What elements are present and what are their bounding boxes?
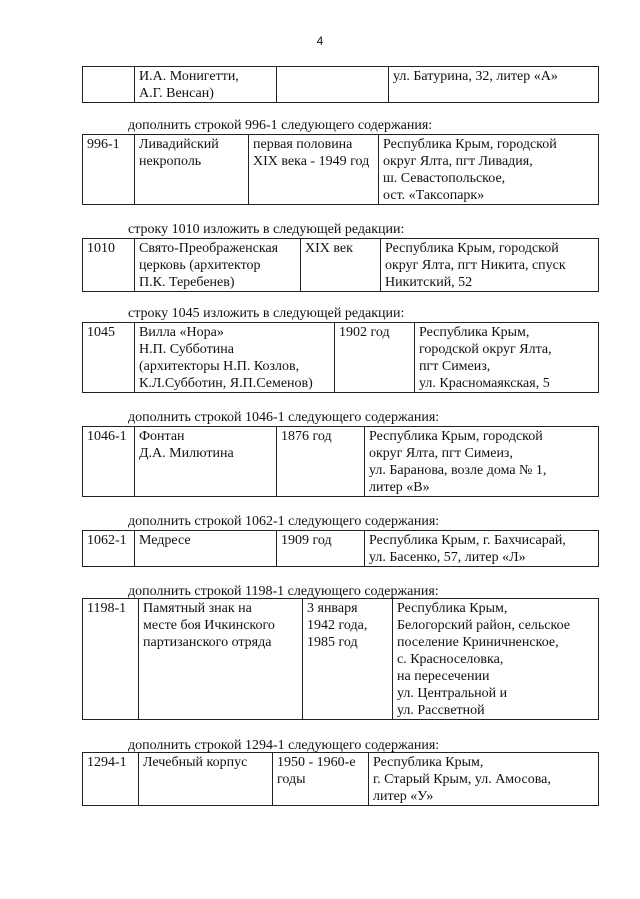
object-name-cell: И.А. Монигетти, А.Г. Венсан)	[135, 67, 277, 103]
table-row	[83, 599, 599, 720]
row-number-cell: 996-1	[83, 135, 135, 205]
object-date-cell: XIX век	[301, 239, 381, 292]
amendment-instruction: дополнить строкой 1062-1 следующего содержания:	[128, 514, 440, 529]
object-address-cell: Республика Крым, городской округ Ялта, пгт Никита, спуск Никитский, 52	[381, 239, 599, 292]
object-address-cell: Республика Крым, Белогорский район, сельское поселение Криничненское, с. Красноселовка, на пересечении ул. Центральной и ул. Рассветной	[393, 599, 599, 720]
object-address-cell: ул. Батурина, 32, литер «А»	[389, 67, 599, 103]
heritage-table-1062-1	[82, 530, 599, 567]
table-row	[83, 135, 599, 205]
object-date-cell: первая половина XIX века - 1949 год	[249, 135, 379, 205]
object-name-cell: Ливадийский некрополь	[135, 135, 249, 205]
object-name-cell: Памятный знак на месте боя Ичкинского партизанского отряда	[139, 599, 303, 720]
object-address-cell: Республика Крым, г. Старый Крым, ул. Амосова, литер «У»	[369, 753, 599, 806]
page-number: 4	[316, 34, 324, 48]
object-address-cell: Республика Крым, городской округ Ялта, пгт Симеиз, ул. Баранова, возле дома № 1, литер «В»	[365, 427, 599, 497]
table-row	[83, 323, 599, 393]
object-name-cell: Медресе	[135, 531, 277, 567]
row-number-cell: 1045	[83, 323, 135, 393]
table-row	[83, 427, 599, 497]
row-number-cell: 1010	[83, 239, 135, 292]
row-number-cell: 1294-1	[83, 753, 139, 806]
object-name-cell: Вилла «Нора» Н.П. Субботина (архитекторы Н.П. Козлов, К.Л.Субботин, Я.П.Семенов)	[135, 323, 335, 393]
object-date-cell: 1950 - 1960-е годы	[273, 753, 369, 806]
object-address-cell: Республика Крым, городской округ Ялта, пгт Симеиз, ул. Красномаякская, 5	[415, 323, 599, 393]
object-date-cell: 1909 год	[277, 531, 365, 567]
heritage-table-continuation	[82, 66, 599, 103]
object-name-cell: Фонтан Д.А. Милютина	[135, 427, 277, 497]
object-address-cell: Республика Крым, городской округ Ялта, пгт Ливадия, ш. Севастопольское, ост. «Таксопарк»	[379, 135, 599, 205]
object-date-cell: 3 января 1942 года, 1985 год	[303, 599, 393, 720]
row-number-cell: 1046-1	[83, 427, 135, 497]
row-number-cell: 1198-1	[83, 599, 139, 720]
row-number-cell: 1062-1	[83, 531, 135, 567]
object-date-cell: 1876 год	[277, 427, 365, 497]
amendment-instruction: строку 1045 изложить в следующей редакции:	[128, 306, 405, 321]
heritage-table-1045	[82, 322, 599, 393]
table-row	[83, 753, 599, 806]
heritage-table-1198-1	[82, 598, 599, 720]
table-row	[83, 239, 599, 292]
amendment-instruction: строку 1010 изложить в следующей редакции:	[128, 222, 405, 237]
table-row	[83, 531, 599, 567]
amendment-instruction: дополнить строкой 996-1 следующего содержания:	[128, 118, 433, 133]
heritage-table-1294-1	[82, 752, 599, 806]
amendment-instruction: дополнить строкой 1198-1 следующего содержания:	[128, 584, 439, 599]
heritage-table-996-1	[82, 134, 599, 205]
amendment-instruction: дополнить строкой 1046-1 следующего содержания:	[128, 410, 440, 425]
object-address-cell: Республика Крым, г. Бахчисарай, ул. Басенко, 57, литер «Л»	[365, 531, 599, 567]
row-number-cell	[83, 67, 135, 103]
object-date-cell	[277, 67, 389, 103]
heritage-table-1010	[82, 238, 599, 292]
object-date-cell: 1902 год	[335, 323, 415, 393]
object-name-cell: Свято-Преображенская церковь (архитектор П.К. Теребенев)	[135, 239, 301, 292]
table-row	[83, 67, 599, 103]
amendment-instruction: дополнить строкой 1294-1 следующего содержания:	[128, 738, 440, 753]
object-name-cell: Лечебный корпус	[139, 753, 273, 806]
heritage-table-1046-1	[82, 426, 599, 497]
